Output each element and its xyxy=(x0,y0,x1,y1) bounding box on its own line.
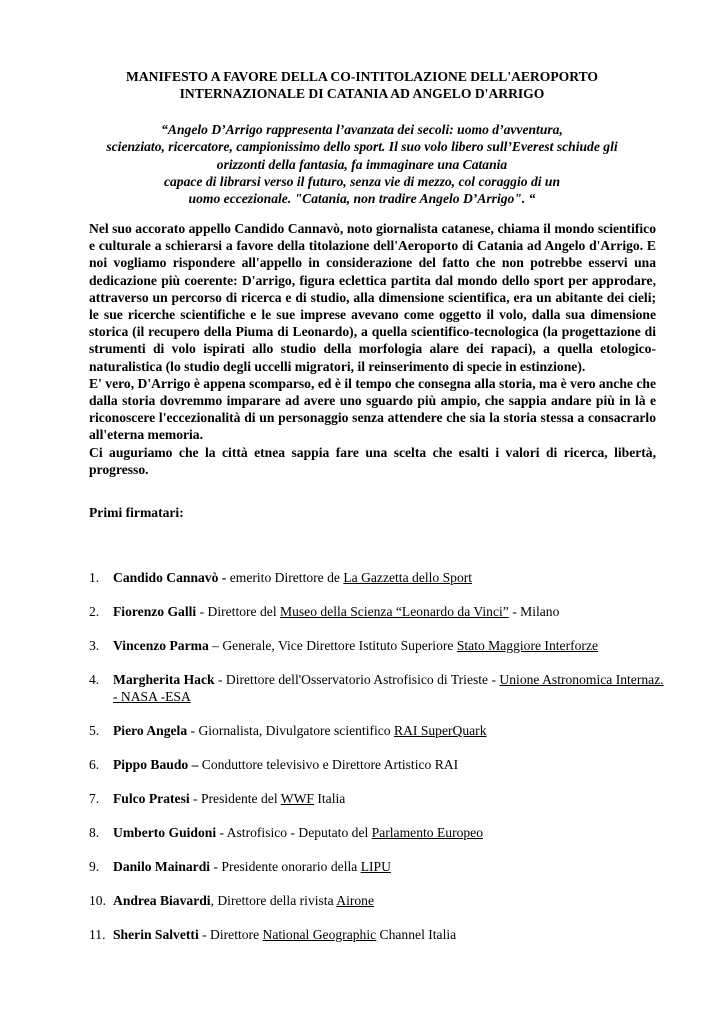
quote-line: orizzonti della fantasia, fa immaginare una Catania xyxy=(216,156,508,172)
item-number: 1. xyxy=(89,570,100,585)
signatory-role: - Direttore del xyxy=(196,604,280,619)
organization-link[interactable]: La Gazzetta dello Sport xyxy=(343,570,473,585)
signatory-name: Fiorenzo Galli xyxy=(113,604,197,619)
item-number: 10. xyxy=(89,893,106,908)
signatory-role-suffix: Channel Italia xyxy=(376,927,457,942)
signatory-name: Piero Angela xyxy=(113,723,188,738)
item-number: 9. xyxy=(89,859,100,874)
body-paragraph-2: E' vero, D'Arrigo è appena scomparso, ed è il tempo che consegna alla storia, ma è vero anche che dalla storia dovremmo imparare ad avere uno sguardo più ampio, che sappia andare più in là e riconoscere l'eccezionalità di un personaggio senza attendere che sia la storia stessa a consacrarlo all'eterna memoria. xyxy=(89,375,656,443)
signatory-role: – Generale, Vice Direttore Istituto Superiore xyxy=(208,638,457,653)
signatory-role-suffix: Italia xyxy=(313,791,346,806)
body-paragraph-1: Nel suo accorato appello Candido Cannavò, noto giornalista catanese, chiama il mondo scientifico e culturale a schierarsi a favore della titolazione dell'Aeroporto di Catania ad Angelo d'Arrigo. E noi vogliamo rispondere all'appello in considerazione del fatto che non potrebbe esservi una dedicazione più coerente: D'arrigo, figura eclettica partita dal mondo dello sport per approdare, attraverso un percorso di ricerca e di studio, alla dimensione scientifica, era un abitante dei cieli; le sue ricerche scientifiche e le sue imprese avevano come oggetto il volo, dalla sua dimensione storica (il recupero della Piuma di Leonardo), a quella scientifico-tecnologica (la progettazione di strumenti di volo ispirati allo studio della morfologia alare dei rapaci), a quella etologico-naturalistica (lo studio degli uccelli migratori, il reinserimento di specie in estinzione). xyxy=(89,221,656,374)
signatory-name: Vincenzo Parma xyxy=(113,638,209,653)
signatory-name: Umberto Guidoni xyxy=(113,825,217,840)
organization-link[interactable]: Stato Maggiore Interforze xyxy=(456,638,599,653)
item-number: 3. xyxy=(89,638,100,653)
body-paragraph-3: Ci auguriamo che la città etnea sappia fare una scelta che esalti i valori di ricerca, libertà, progresso. xyxy=(89,444,656,477)
signatory-name: Andrea Biavardi xyxy=(113,893,211,908)
item-number: 5. xyxy=(89,723,100,738)
signatory-name: Sherin Salvetti xyxy=(113,927,199,942)
signatory-name: Fulco Pratesi xyxy=(113,791,190,806)
signatory-name: Danilo Mainardi xyxy=(113,859,211,874)
quote-line: scienziato, ricercatore, campionissimo dello sport. Il suo volo libero sull’Everest schiude gli xyxy=(106,139,618,155)
organization-link[interactable]: Unione Astronomica Internaz. - NASA -ESA xyxy=(113,672,664,704)
organization-link[interactable]: Airone xyxy=(336,893,375,908)
signatory-role: - Direttore dell'Osservatorio Astrofisico di Trieste - xyxy=(214,672,500,687)
quote-line: capace di librarsi verso il futuro, senza vie di mezzo, col coraggio di un xyxy=(163,173,561,189)
signatory-name: Pippo Baudo – xyxy=(113,757,199,772)
quote-line: uomo eccezionale. "Catania, non tradire Angelo D’Arrigo". “ xyxy=(188,191,536,207)
quote-block xyxy=(60,121,664,207)
signatory-role: - Direttore xyxy=(198,927,263,942)
signatory-role: , Direttore della rivista xyxy=(210,893,337,908)
organization-link[interactable]: Parlamento Europeo xyxy=(371,825,484,840)
organization-link[interactable]: RAI SuperQuark xyxy=(394,723,487,738)
signatory-role: - Giornalista, Divulgatore scientifico xyxy=(187,723,395,738)
signatory-role: Conduttore televisivo e Direttore Artistico RAI xyxy=(198,757,459,772)
quote-line: “Angelo D’Arrigo rappresenta l’avanzata dei secoli: uomo d’avventura, xyxy=(161,122,563,137)
organization-link[interactable]: WWF xyxy=(280,791,314,806)
signatory-role: emerito Direttore de xyxy=(226,570,344,585)
item-number: 2. xyxy=(89,604,100,619)
item-number: 4. xyxy=(89,672,100,687)
title-line-2: INTERNAZIONALE DI CATANIA AD ANGELO D'ARRIGO xyxy=(179,86,545,101)
body-text xyxy=(89,220,656,478)
signatory-role: - Presidente del xyxy=(189,791,281,806)
signatory-role: - Presidente onorario della xyxy=(210,859,361,874)
organization-link[interactable]: LIPU xyxy=(360,859,391,874)
signatory-role-suffix: - Milano xyxy=(508,604,560,619)
item-number: 11. xyxy=(89,927,106,942)
signatories-heading: Primi firmatari: xyxy=(89,505,184,520)
manifesto-title xyxy=(60,68,664,102)
title-line-1: MANIFESTO A FAVORE DELLA CO-INTITOLAZIONE DELL'AEROPORTO xyxy=(126,69,598,84)
organization-link[interactable]: National Geographic xyxy=(262,927,377,942)
item-number: 7. xyxy=(89,791,100,806)
organization-link[interactable]: Museo della Scienza “Leonardo da Vinci” xyxy=(280,604,509,619)
item-number: 6. xyxy=(89,757,100,772)
item-number: 8. xyxy=(89,825,100,840)
signatory-name: Margherita Hack xyxy=(113,672,215,687)
signatory-name: Candido Cannavò - xyxy=(113,570,227,585)
signatory-role: - Astrofisico - Deputato del xyxy=(216,825,372,840)
